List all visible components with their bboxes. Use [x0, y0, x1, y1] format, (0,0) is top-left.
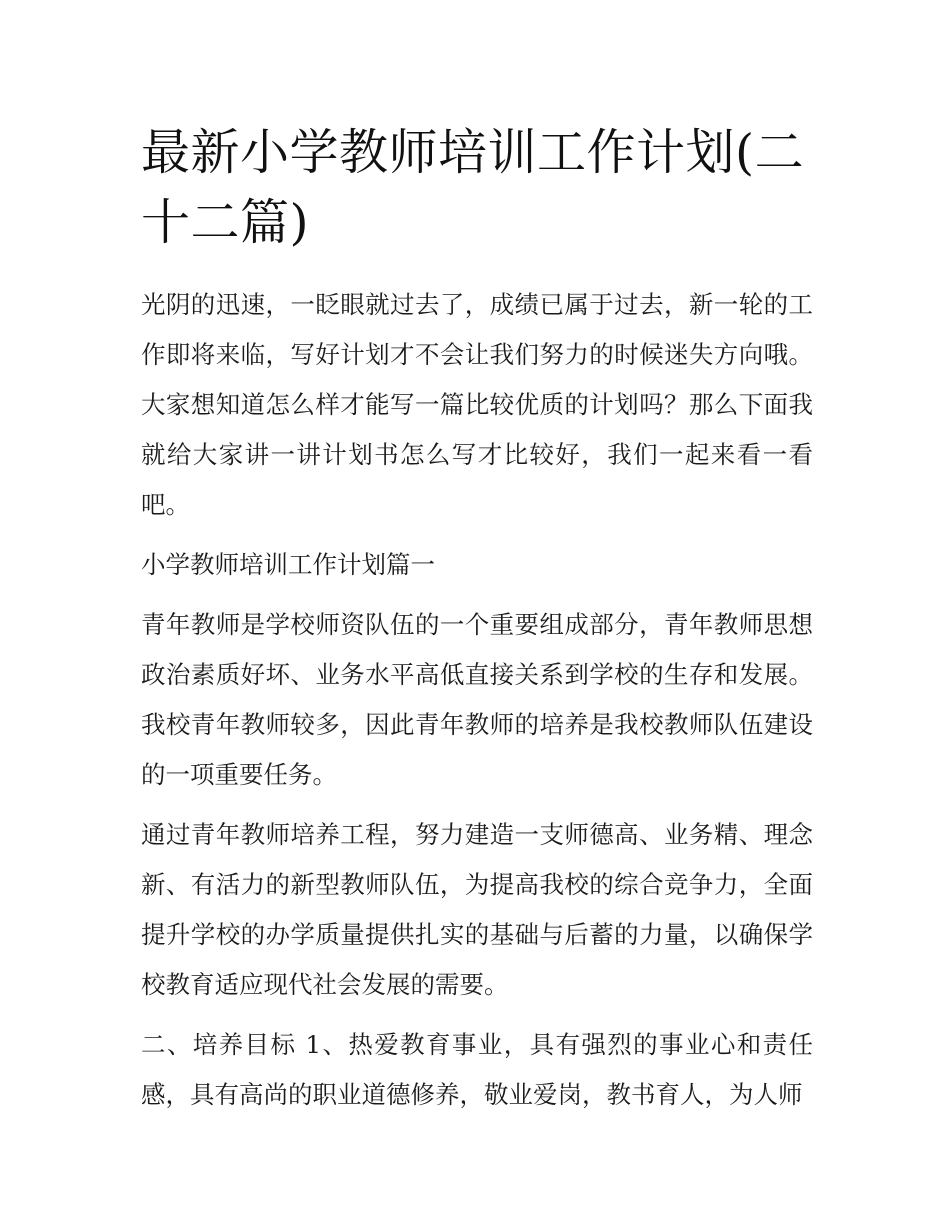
body-paragraph: 二、培养目标 1、热爱教育事业，具有强烈的事业心和责任感，具有高尚的职业道德修养，敬业爱岗，教书育人，为人师	[141, 1030, 813, 1109]
body-paragraph: 通过青年教师培养工程，努力建造一支师德高、业务精、理念新、有活力的新型教师队伍，为提高我校的综合竞争力，全面提升学校的办学质量提供扎实的基础与后蓄的力量，以确保学校教育适应现代社会发展的需要。	[141, 820, 813, 999]
document-body	[141, 118, 813, 1130]
body-paragraph: 青年教师是学校师资队伍的一个重要组成部分，青年教师思想政治素质好坏、业务水平高低直接关系到学校的生存和发展。我校青年教师较多，因此青年教师的培养是我校教师队伍建设的一项重要任务。	[141, 610, 813, 789]
section-heading: 小学教师培训工作计划篇一	[141, 550, 435, 579]
intro-paragraph: 光阴的迅速，一眨眼就过去了，成绩已属于过去，新一轮的工作即将来临，写好计划才不会让我们努力的时候迷失方向哦。大家想知道怎么样才能写一篇比较优质的计划吗？那么下面我就给大家讲一讲计划书怎么写才比较好，我们一起来看一看吧。	[141, 290, 813, 519]
document-title: 最新小学教师培训工作计划(二十二篇)	[141, 124, 805, 251]
